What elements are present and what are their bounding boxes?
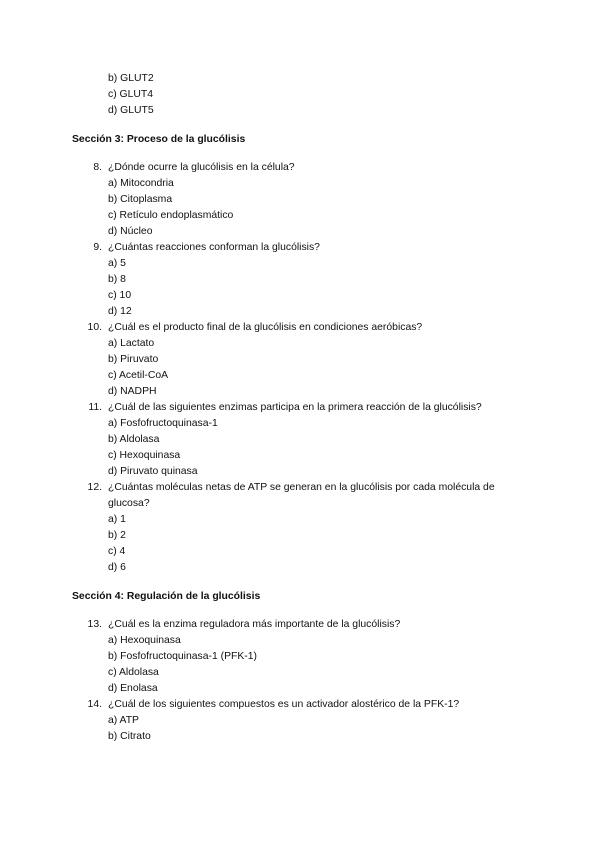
option-d: d) 6 [108, 562, 126, 573]
option-d: d) Núcleo [108, 226, 153, 237]
question-number: 9. [93, 242, 102, 253]
option-c: c) Retículo endoplasmático [108, 210, 234, 221]
option-b: b) Fosfofructoquinasa-1 (PFK-1) [108, 651, 257, 662]
section-title: Sección 4: Regulación de la glucólisis [72, 591, 261, 602]
option-a: a) 1 [108, 514, 126, 525]
option-b: b) GLUT2 [108, 73, 154, 84]
question-number: 10. [87, 322, 102, 333]
question-text: ¿Dónde ocurre la glucólisis en la célula? [108, 162, 295, 173]
question-number: 14. [87, 699, 102, 710]
option-c: c) Hexoquinasa [108, 450, 181, 461]
option-b: b) Piruvato [108, 354, 159, 365]
question-text: ¿Cuántas reacciones conforman la glucólisis? [108, 242, 320, 253]
option-a: a) 5 [108, 258, 126, 269]
option-c: c) Aldolasa [108, 667, 159, 678]
option-d: d) 12 [108, 306, 132, 317]
option-b: b) Citoplasma [108, 194, 173, 205]
option-c: c) GLUT4 [108, 89, 154, 100]
question-text: ¿Cuál es el producto final de la glucólisis en condiciones aeróbicas? [108, 322, 423, 333]
question-text: ¿Cuál es la enzima reguladora más importante de la glucólisis? [108, 619, 401, 630]
option-c: c) 4 [108, 546, 126, 557]
option-c: c) 10 [108, 290, 132, 301]
option-a: a) ATP [108, 715, 139, 726]
option-a: a) Mitocondria [108, 178, 174, 189]
option-b: b) 8 [108, 274, 126, 285]
question-text: ¿Cuál de los siguientes compuestos es un activador alostérico de la PFK-1? [108, 699, 460, 710]
question-number: 13. [87, 619, 102, 630]
option-a: a) Lactato [108, 338, 155, 349]
option-a: a) Hexoquinasa [108, 635, 181, 646]
option-d: d) GLUT5 [108, 105, 154, 116]
option-c: c) Acetil-CoA [108, 370, 169, 381]
question-text: ¿Cuántas moléculas netas de ATP se generan en la glucólisis por cada molécula de glucosa? [108, 482, 495, 509]
question-number: 11. [88, 402, 102, 413]
option-d: d) Enolasa [108, 683, 158, 694]
question-number: 8. [93, 162, 102, 173]
question-number: 12. [87, 482, 102, 493]
option-a: a) Fosfofructoquinasa-1 [108, 418, 218, 429]
option-b: b) Citrato [108, 731, 151, 742]
question-text: ¿Cuál de las siguientes enzimas participa en la primera reacción de la glucólisis? [108, 402, 482, 413]
section-title: Sección 3: Proceso de la glucólisis [72, 134, 246, 145]
option-b: b) 2 [108, 530, 126, 541]
option-d: d) Piruvato quinasa [108, 466, 198, 477]
option-b: b) Aldolasa [108, 434, 160, 445]
option-d: d) NADPH [108, 386, 157, 397]
